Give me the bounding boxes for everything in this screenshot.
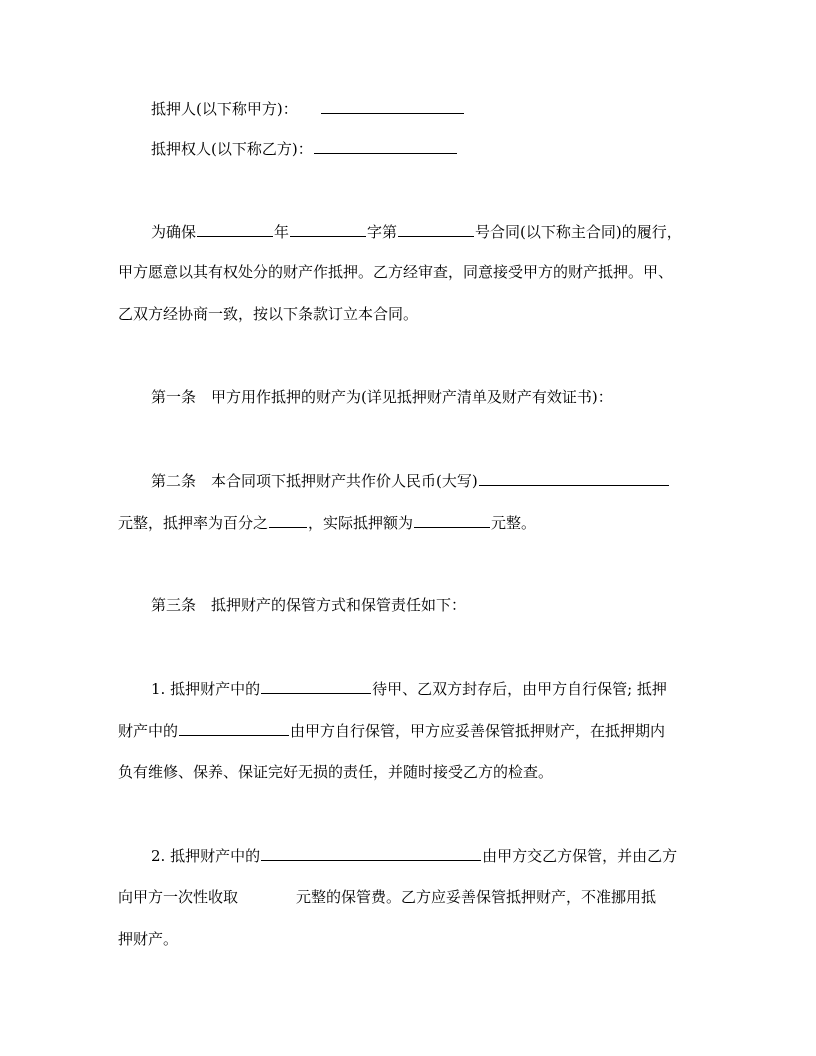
article-3-title: 第三条 抵押财产的保管方式和保管责任如下： [151, 596, 467, 614]
article-2-text: 元整，抵押率为百分之 [118, 514, 269, 532]
article-3-item-2-line-1 [151, 845, 677, 866]
preamble-text: 为确保 [151, 223, 197, 241]
rate-blank [269, 512, 307, 528]
article-3-text: 由甲方自行保管，甲方应妥善保管抵押财产，在抵押期内 [290, 722, 666, 740]
mortgagor-line [151, 98, 465, 119]
preamble-text: 年 [274, 223, 290, 241]
article-3-text: 2. 抵押财产中的 [151, 847, 261, 865]
mortgagor-blank [321, 98, 464, 114]
article-3-item-2-line-3: 押财产。 [118, 930, 179, 948]
number-blank [398, 221, 474, 237]
article-2-line-2 [118, 512, 536, 533]
preamble-text: 字第 [367, 223, 398, 241]
article-2-line-1 [151, 470, 670, 491]
preamble-line-1 [151, 221, 682, 242]
article-1: 第一条 甲方用作抵押的财产为(详见抵押财产清单及财产有效证书)： [151, 388, 613, 406]
article-2-text: 第二条 本合同项下抵押财产共作价人民币(大写) [151, 472, 478, 490]
year-blank [197, 221, 273, 237]
sealed-property-blank [261, 678, 371, 694]
mortgagee-line [151, 138, 458, 159]
article-3-text: 1. 抵押财产中的 [151, 680, 261, 698]
article-3-text: 元整的保管费。乙方应妥善保管抵押财产，不准挪用抵 [296, 888, 657, 906]
mortgagee-label: 抵押权人(以下称乙方)： [151, 140, 313, 158]
mortgagor-label: 抵押人(以下称甲方)： [151, 100, 298, 118]
transferred-property-blank [261, 845, 481, 861]
valuation-blank [479, 470, 669, 486]
preamble-line-2: 甲方愿意以其有权处分的财产作抵押。乙方经审查，同意接受甲方的财产抵押。甲、 [118, 263, 674, 281]
article-3-item-1-line-2 [118, 720, 665, 741]
article-2-text: ，实际抵押额为 [308, 514, 414, 532]
character-blank [290, 221, 366, 237]
article-3-text: 由甲方交乙方保管，并由乙方 [482, 847, 678, 865]
preamble-line-3: 乙双方经协商一致，按以下条款订立本合同。 [118, 305, 419, 323]
article-3-text: 财产中的 [118, 722, 179, 740]
article-3-item-1-line-1 [151, 678, 667, 699]
article-3-item-2-line-2 [118, 887, 656, 907]
article-2-text: 元整。 [491, 514, 537, 532]
mortgagee-blank [314, 138, 457, 154]
preamble-text: 号合同(以下称主合同)的履行， [475, 223, 682, 241]
article-3-item-1-line-3: 负有维修、保养、保证完好无损的责任，并随时接受乙方的检查。 [118, 763, 554, 781]
article-3-text: 待甲、乙双方封存后，由甲方自行保管; 抵押 [372, 680, 667, 698]
amount-blank [414, 512, 490, 528]
article-3-text: 向甲方一次性收取 [118, 888, 239, 906]
self-kept-property-blank [179, 720, 289, 736]
